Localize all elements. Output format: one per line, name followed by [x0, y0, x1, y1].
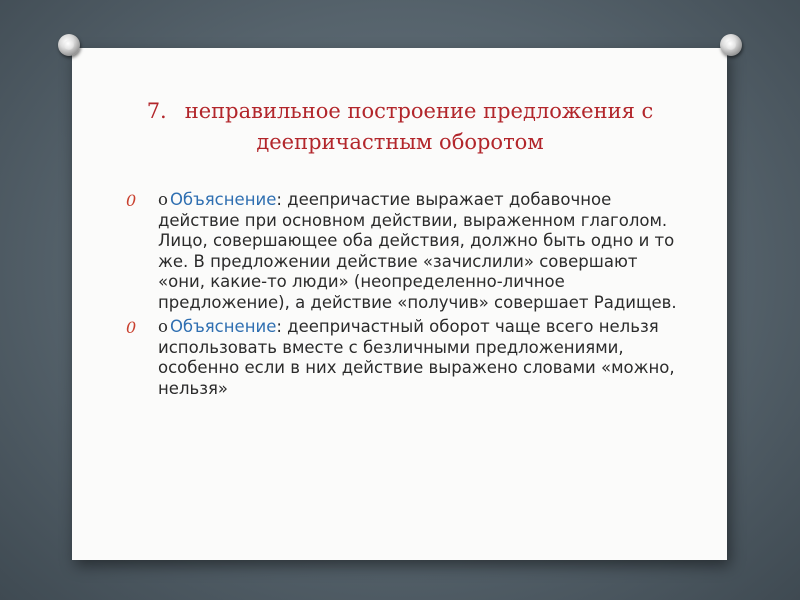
bullet-item [126, 190, 686, 313]
title-number: 7. [146, 99, 167, 123]
bullet-text: : деепричастие выражает добавочное действие при основном действии, выраженном глаголом. Лицо, совершающее оба действия, должно быть одно и то же. В предложении действие «зачислили» совершают «они, какие-то люди» (неопределенно-личное предложение), а действие «получив» совершает Радищев. [158, 190, 677, 312]
bullet-text: : деепричастный оборот чаще всего нельзя использовать вместе с безличными предложениями, особенно если в них действие выражено словами «можно, нельзя» [158, 317, 675, 398]
sub-bullet-marker: o [158, 317, 168, 336]
bullet-marker: 0 [126, 191, 137, 210]
slide-title [100, 96, 700, 158]
bullet-label: Объяснение [169, 317, 277, 336]
bullet-list [126, 190, 686, 403]
sub-bullet-marker: o [158, 190, 168, 209]
title-text: неправильное построение предложения с деепричастным оборотом [184, 99, 654, 154]
bullet-item [126, 317, 686, 399]
pushpin-icon [58, 34, 80, 56]
bullet-marker: 0 [126, 318, 137, 337]
pushpin-icon [720, 34, 742, 56]
bullet-label: Объяснение [169, 190, 277, 209]
